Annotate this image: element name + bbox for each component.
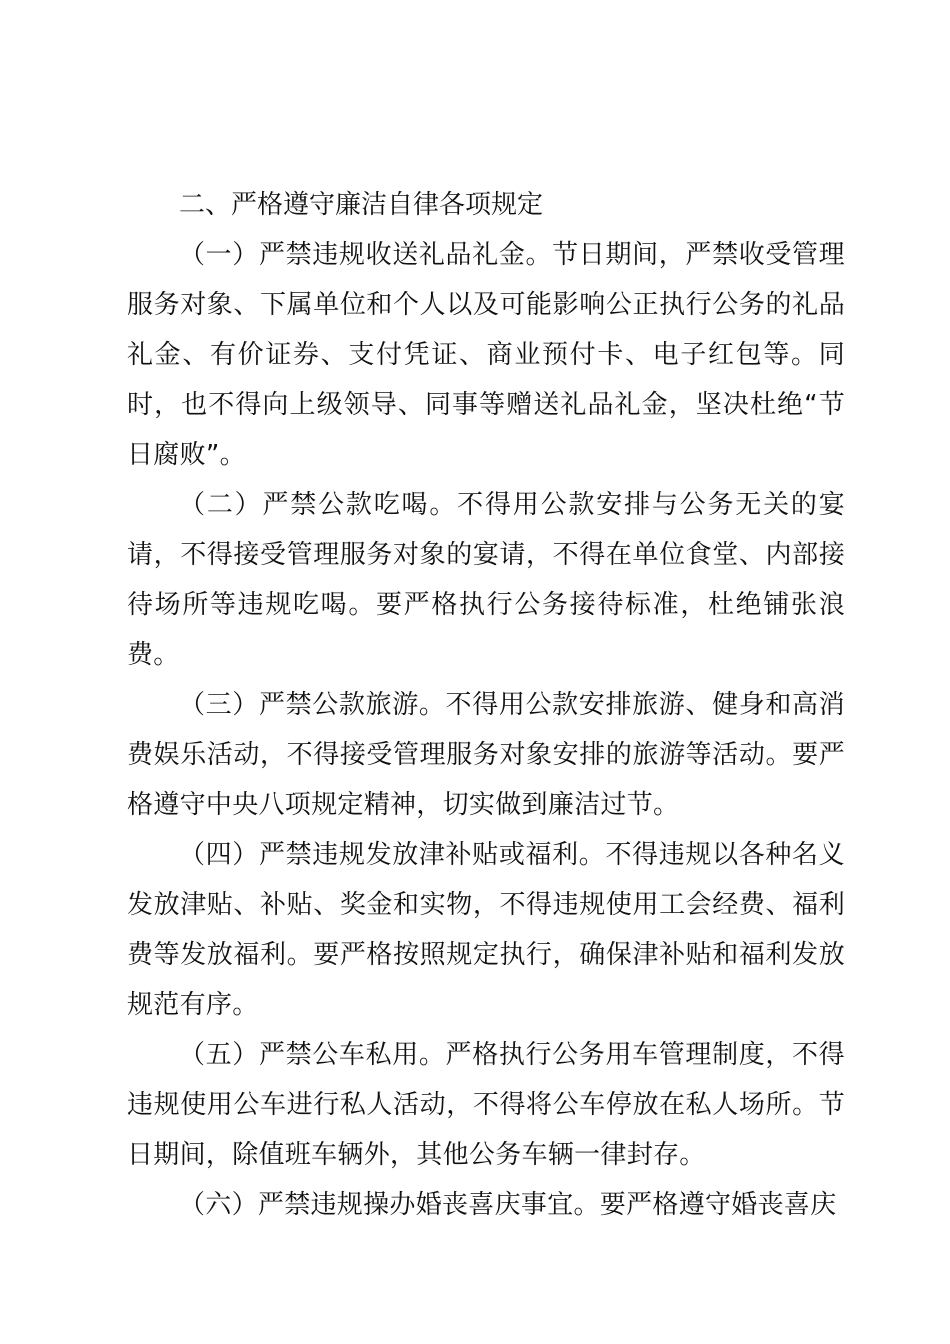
paragraph-official-cars: （五）严禁公车私用。严格执行公务用车管理制度，不得违规使用公车进行私人活动，不得将公车停放在私人场所。节日期间，除值班车辆外，其他公务车辆一律封存。 (127, 1040, 845, 1170)
paragraph-banquets: （二）严禁公款吃喝。不得用公款安排与公务无关的宴请，不得接受管理服务对象的宴请，不得在单位食堂、内部接待场所等违规吃喝。要严格执行公务接待标准，杜绝铺张浪费。 (127, 490, 845, 670)
paragraph-travel: （三）严禁公款旅游。不得用公款安排旅游、健身和高消费娱乐活动，不得接受管理服务对象安排的旅游等活动。要严格遵守中央八项规定精神，切实做到廉洁过节。 (127, 690, 845, 820)
paragraph-ceremonies: （六）严禁违规操办婚丧喜庆事宜。要严格遵守婚丧喜庆 (179, 1190, 837, 1220)
paragraph-allowances: （四）严禁违规发放津补贴或福利。不得违规以各种名义发放津贴、补贴、奖金和实物，不得违规使用工会经费、福利费等发放福利。要严格按照规定执行，确保津补贴和福利发放规范有序。 (127, 840, 845, 1020)
section-heading: 二、严格遵守廉洁自律各项规定 (179, 190, 544, 220)
paragraph-gifts: （一）严禁违规收送礼品礼金。节日期间，严禁收受管理服务对象、下属单位和个人以及可能影响公正执行公务的礼品礼金、有价证券、支付凭证、商业预付卡、电子红包等。同时，也不得向上级领导、同事等赠送礼品礼金，坚决杜绝“节日腐败”。 (127, 240, 845, 470)
